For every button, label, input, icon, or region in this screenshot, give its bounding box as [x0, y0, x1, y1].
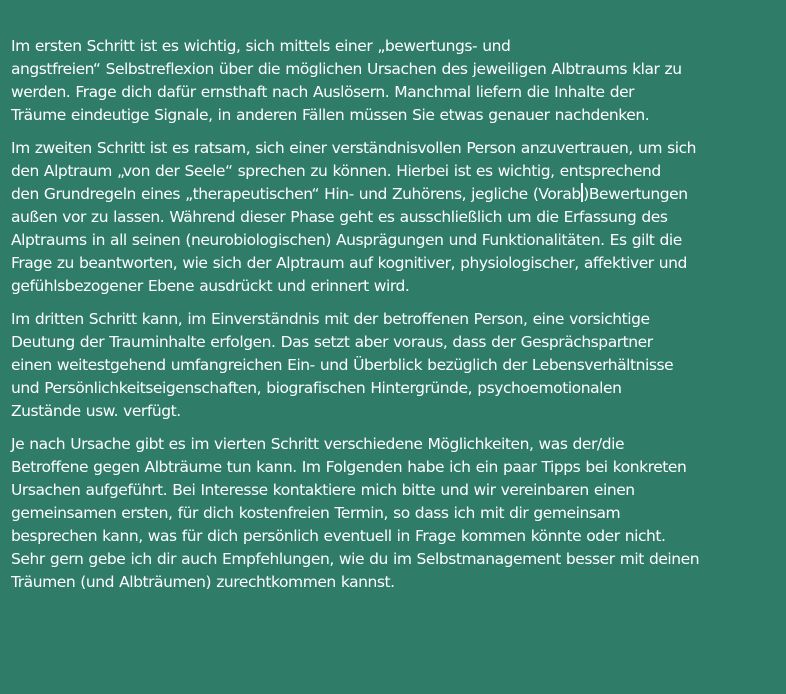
text-segment: den Grundregeln eines „therapeutischen“ Hin- und Zuhörens, jegliche (Vorab	[11, 185, 581, 203]
text-line: Im zweiten Schritt ist es ratsam, sich einer verständnisvollen Person anzuvertrauen, um sich	[11, 139, 697, 157]
text-line: gemeinsamen ersten, für dich kostenfreien Termin, so dass ich mit dir gemeinsam	[11, 504, 621, 522]
text-line: außen vor zu lassen. Während dieser Phase geht es ausschließlich um die Erfassung des	[11, 208, 668, 226]
paragraph-step-1	[11, 35, 779, 127]
text-line: Träume eindeutige Signale, in anderen Fällen müssen Sie etwas genauer nachdenken.	[11, 106, 650, 124]
text-line: Sehr gern gebe ich dir auch Empfehlungen, wie du im Selbstmanagement besser mit deinen	[11, 550, 700, 568]
text-line: Betroffene gegen Albträume tun kann. Im Folgenden habe ich ein paar Tipps bei konkreten	[11, 458, 687, 476]
paragraph-step-2	[11, 137, 779, 298]
paragraph-step-4	[11, 433, 779, 594]
text-line: gefühlsbezogener Ebene ausdrückt und erinnert wird.	[11, 277, 410, 295]
text-line: besprechen kann, was für dich persönlich eventuell in Frage kommen könnte oder nicht.	[11, 527, 666, 545]
text-line: und Persönlichkeitseigenschaften, biografischen Hintergründe, psychoemotionalen	[11, 379, 622, 397]
paragraph-step-3	[11, 308, 779, 423]
text-line: Im dritten Schritt kann, im Einverständnis mit der betroffenen Person, eine vorsichtige	[11, 310, 650, 328]
text-line: angstfreien“ Selbstreflexion über die möglichen Ursachen des jeweiligen Albtraums klar zu	[11, 60, 682, 78]
text-line: Deutung der Trauminhalte erfolgen. Das setzt aber voraus, dass der Gesprächspartner	[11, 333, 653, 351]
text-line: Im ersten Schritt ist es wichtig, sich mittels einer „bewertungs- und	[11, 37, 511, 55]
text-line: Alptraums in all seinen (neurobiologischen) Ausprägungen und Funktionalitäten. Es gilt die	[11, 231, 682, 249]
text-line: Träumen (und Albträumen) zurechtkommen kannst.	[11, 573, 395, 591]
text-line: einen weitestgehend umfangreichen Ein- und Überblick bezüglich der Lebensverhältnisse	[11, 356, 674, 374]
text-line-with-cursor	[11, 183, 779, 206]
text-line: Ursachen aufgeführt. Bei Interesse kontaktiere mich bitte und wir vereinbaren einen	[11, 481, 635, 499]
text-line: Frage zu beantworten, wie sich der Alptraum auf kognitiver, physiologischer, affektiver und	[11, 254, 687, 272]
text-segment: )Bewertungen	[583, 185, 688, 203]
text-line: den Alptraum „von der Seele“ sprechen zu können. Hierbei ist es wichtig, entsprechend	[11, 162, 661, 180]
text-line: werden. Frage dich dafür ernsthaft nach Auslösern. Manchmal liefern die Inhalte der	[11, 83, 635, 101]
text-line: Je nach Ursache gibt es im vierten Schritt verschiedene Möglichkeiten, was der/die	[11, 435, 625, 453]
text-line: Zustände usw. verfügt.	[11, 402, 181, 420]
document-body[interactable]	[11, 35, 779, 604]
